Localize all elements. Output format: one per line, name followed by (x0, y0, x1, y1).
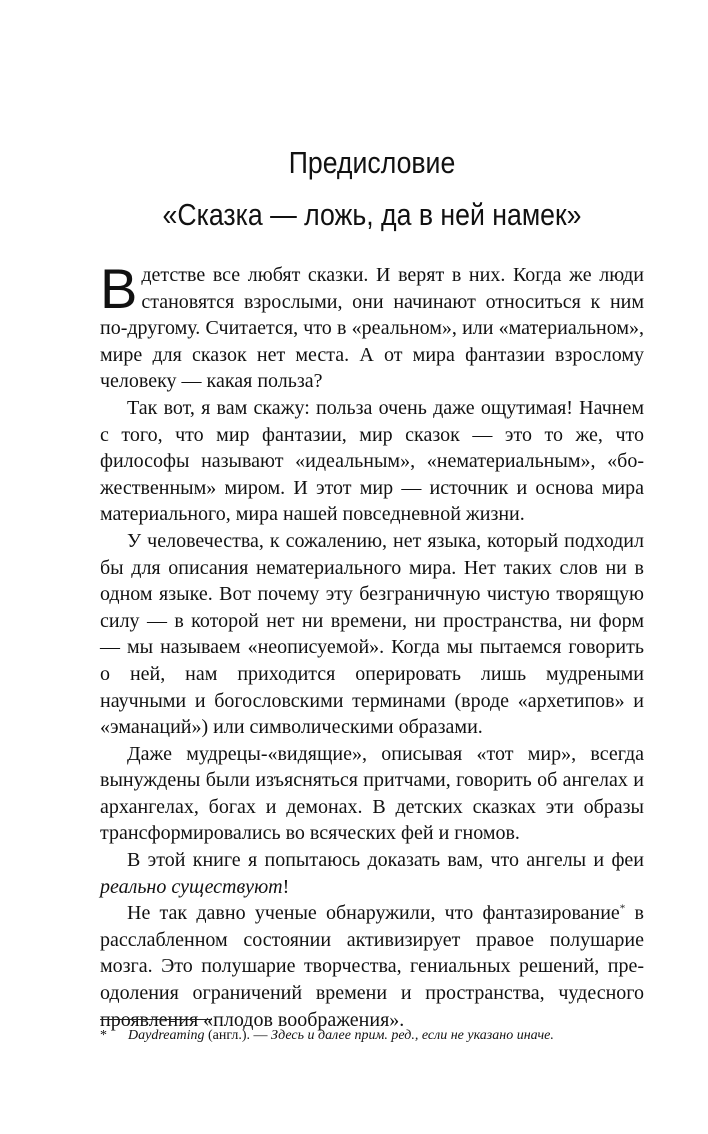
paragraph-6 (100, 900, 644, 1033)
paragraph-1-text: детстве все любят сказки. И верят в них. Когда же люди становятся взрослыми, они начинают относиться к ним по-другому. Считается, что в «реальном», или «материальном», мире для сказок нет места. А от мира фантазии взрослому человеку — какая польза? (100, 264, 644, 393)
chapter-body (100, 257, 644, 1033)
paragraph-6-text-after: в расслабленном состоянии активизирует правое полушарие мозга. Это полушарие творчества, гениальных решений, преодоления ограничений времени и пространства, чудесного проявления «плодов воображения». (100, 902, 644, 1031)
footnote-lang: (англ.). — (204, 1028, 272, 1043)
chapter-subtitle: «Сказка — ложь, да в ней намек» (162, 197, 582, 232)
chapter-title: Предисловие (288, 145, 456, 180)
paragraph-1 (100, 257, 644, 395)
paragraph-5-emphasis: реально существуют (100, 875, 283, 898)
footnote (100, 1027, 660, 1045)
footnote-term: Daydreaming (128, 1028, 205, 1043)
paragraph-5-text: В этой книге я попытаюсь доказать вам, что ангелы и феи (127, 849, 644, 872)
paragraph-5 (100, 847, 644, 900)
paragraph-6-text-before: Не так давно ученые обнаружили, что фантазирование (127, 902, 620, 925)
footnote-note: Здесь и далее прим. ред., если не указано иначе. (271, 1028, 554, 1043)
footnote-mark: * (100, 1028, 107, 1043)
paragraph-3: У человечества, к сожалению, нет языка, который подходил бы для описания нематериального мира. Нет таких слов ни в одном языке. Вот почему эту безграничную чистую творящую силу — в которой нет ни времени, ни пространства, ни форм — мы называем «неописуемой». Когда мы пытаемся говорить о ней, нам приходится оперировать лишь мудреными научными и богословскими терминами (вроде «архетипов» и «эманаций») или символическими образами. (100, 529, 644, 739)
footnote-reference: * (619, 902, 626, 915)
paragraph-5-end: ! (282, 875, 290, 898)
paragraph-2: Так вот, я вам скажу: польза очень даже ощутимая! Начнем с того, что мир фантазии, мир сказок — это то же, что философы называют «идеальным», «нематериальным», «божественным» миром. И этот мир — источник и основа мира материального, мира нашей повседневной жизни. (100, 396, 644, 526)
paragraph-4: Даже мудрецы-«видящие», описывая «тот мир», всегда вынуждены были изъясняться притчами, говорить об ангелах и архангелах, богах и демонах. В детских сказках эти образы трансформировались во всяческих фей и гномов. (100, 742, 644, 845)
drop-cap: В (100, 257, 138, 320)
footnote-divider (100, 1019, 212, 1020)
